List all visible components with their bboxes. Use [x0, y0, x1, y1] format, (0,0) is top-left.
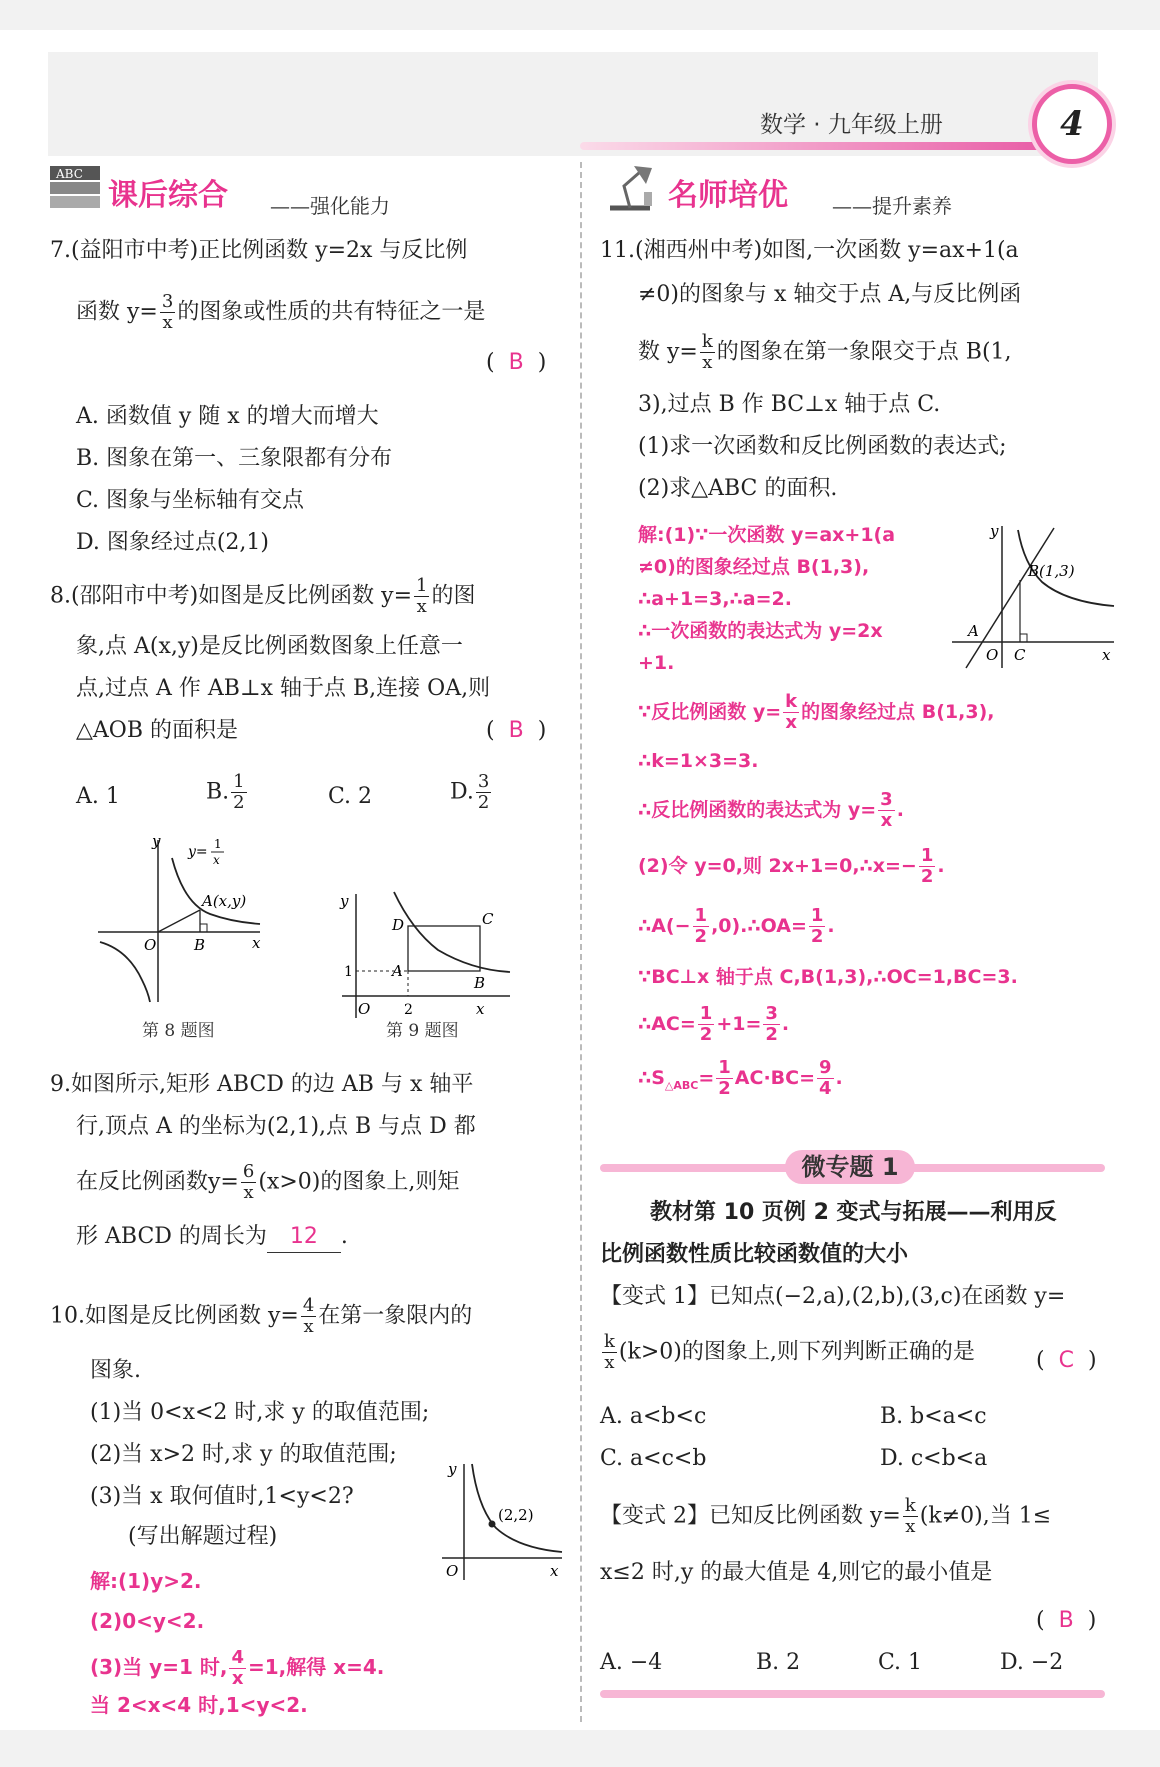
page-number: 4	[1032, 84, 1112, 164]
fig8-curve-q1	[172, 858, 260, 924]
fig9-b-label: B	[474, 974, 486, 992]
q10-frac-den: x	[303, 1316, 314, 1337]
v1-option-c: C. a<c<b	[600, 1446, 707, 1471]
q10-s3-num: 4	[231, 1647, 244, 1668]
q11-s13-c: AC·BC=	[734, 1067, 816, 1089]
q7-line2-b: 的图象或性质的共有特征之一是	[177, 299, 486, 325]
fig8-eq-den: x	[213, 853, 220, 867]
v2-frac-den: x	[905, 1516, 916, 1537]
q11-solution-11: ∵BC⊥x 轴于点 C,B(1,3),∴OC=1,BC=3.	[638, 966, 1018, 988]
q11-line1: 11.(湘西州中考)如图,一次函数 y=ax+1(a	[600, 238, 1019, 263]
q8-optd-den: 2	[477, 792, 490, 813]
micro-topic-banner	[600, 1150, 1105, 1180]
q7-line2-a: 函数 y=	[76, 299, 158, 325]
q10-line3: (1)当 0<x<2 时,求 y 的取值范围;	[90, 1400, 430, 1425]
q7-line2	[76, 292, 485, 333]
q11-s8-fraction	[878, 790, 895, 831]
fig10-y-label: y	[448, 1460, 457, 1478]
fig8-caption: 第 8 题图	[142, 1021, 215, 1041]
fig10-point	[489, 1521, 496, 1528]
q11-s13-den2: 4	[819, 1078, 832, 1099]
q11-s10-b: ,0).∴OA=	[711, 915, 807, 937]
q11-line5: (1)求一次函数和反比例函数的表达式;	[638, 434, 1007, 459]
q9-line4-end: .	[340, 1224, 348, 1249]
v2-line1	[600, 1496, 1051, 1537]
fig8-x-label: x	[252, 934, 261, 952]
q8-option-d-label: D.	[450, 779, 474, 805]
fig8-right-angle	[200, 924, 207, 932]
q11-s10-num: 1	[694, 905, 708, 926]
q8-fraction	[414, 576, 429, 617]
q11-s8-b: .	[896, 799, 904, 821]
fig9-x-label: x	[476, 1000, 485, 1018]
q9-line3-b: (x>0)的图象上,则矩	[258, 1169, 460, 1195]
q8-line2: 象,点 A(x,y)是反比例函数图象上任意一	[76, 634, 463, 659]
q11-s12-a: ∴AC=	[638, 1013, 696, 1035]
q11-s10-a: ∴A(−	[638, 915, 691, 937]
v1-line1: 【变式 1】已知点(−2,a),(2,b),(3,c)在函数 y=	[600, 1284, 1066, 1309]
q10-line1-b: 在第一象限内的	[318, 1303, 473, 1329]
fig8-a-label: A(x,y)	[202, 892, 247, 910]
q11-s10-num2: 1	[810, 905, 824, 926]
q10-line6: (写出解题过程)	[128, 1524, 278, 1549]
q11-s12-den2: 2	[765, 1024, 778, 1045]
q8-line4: △AOB 的面积是	[76, 718, 239, 743]
bottom-accent-bar	[600, 1690, 1105, 1698]
q11-s12-fraction-2	[763, 1004, 780, 1045]
q9-line3	[76, 1162, 459, 1203]
q9-line4	[76, 1222, 348, 1253]
q11-s12-num2: 3	[765, 1003, 778, 1024]
v1-answer: C	[1058, 1348, 1074, 1373]
q8-option-b-frac	[231, 772, 246, 813]
fig10-point-label: (2,2)	[498, 1506, 534, 1524]
q11-frac-num: k	[701, 331, 713, 352]
v2-option-d: D. −2	[1000, 1650, 1064, 1675]
q11-s10-den: 2	[694, 926, 708, 947]
v1-line2	[600, 1332, 975, 1373]
fig9-caption: 第 9 题图	[386, 1021, 459, 1041]
q7-option-c: C. 图象与坐标轴有交点	[76, 488, 305, 513]
q8-line1	[50, 576, 475, 617]
q8-option-c: C. 2	[328, 784, 373, 809]
q11-s13-fraction-2	[817, 1058, 834, 1099]
left-section-subtitle: ——强化能力	[270, 194, 390, 218]
q11-s13-e: .	[835, 1067, 843, 1089]
q8-option-b-label: B.	[206, 779, 230, 805]
q11-line3-b: 的图象在第一象限交于点 B(1,	[716, 339, 1012, 365]
q11-solution-2: ≠0)的图象经过点 B(1,3),	[638, 556, 870, 578]
q8-optb-num: 1	[233, 771, 245, 792]
q8-frac-den: x	[416, 596, 427, 617]
q8-option-d-frac	[476, 772, 491, 813]
fig9-y-label: y	[340, 892, 349, 910]
fig11-y-label: y	[990, 522, 999, 540]
fig8-b-label: B	[194, 936, 206, 954]
workbook-page	[0, 30, 1160, 1730]
q10-frac-num: 4	[302, 1295, 315, 1316]
v2-frac-num: k	[904, 1495, 916, 1516]
fig8-eq-num: 1	[214, 837, 222, 851]
q11-s10-den2: 2	[810, 926, 824, 947]
left-section-title: 课后综合	[108, 178, 228, 213]
q7-answer-bracket	[486, 348, 546, 378]
v1-fraction	[602, 1332, 617, 1373]
q11-s13-fraction	[716, 1058, 733, 1099]
q11-s6-fraction	[783, 692, 799, 733]
q7-frac-num: 3	[161, 291, 174, 312]
fig11-origin-label: O	[986, 646, 999, 664]
right-section-title: 名师培优	[668, 178, 788, 213]
q7-answer: B	[508, 350, 524, 375]
q11-s6-num: k	[785, 691, 798, 712]
q11-s9-num: 1	[920, 845, 934, 866]
q11-s8-den: x	[880, 810, 893, 831]
q10-s3-b: =1,解得 x=4.	[247, 1655, 385, 1679]
v1-answer-bracket	[1036, 1346, 1097, 1376]
q10-line2: 图象.	[90, 1358, 141, 1383]
q11-frac-den: x	[702, 352, 713, 373]
q8-line1-a: 8.(邵阳市中考)如图是反比例函数 y=	[50, 583, 413, 609]
fig8-curve-q3	[100, 942, 150, 1002]
q8-line3: 点,过点 A 作 AB⊥x 轴于点 B,连接 OA,则	[76, 676, 491, 701]
q10-solution-1: 解:(1)y>2.	[90, 1569, 202, 1593]
q8-option-d	[450, 772, 493, 813]
q11-s9-fraction	[919, 846, 936, 887]
figure-8	[92, 830, 272, 1010]
q11-solution-1: 解:(1)∵一次函数 y=ax+1(a	[638, 524, 896, 546]
q9-line4-text: 形 ABCD 的周长为	[76, 1224, 267, 1249]
q10-s3-den: x	[231, 1668, 244, 1689]
q7-paren-right: )	[537, 350, 547, 375]
q8-optb-den: 2	[233, 792, 245, 813]
q11-s12-num: 1	[699, 1003, 713, 1024]
q9-line1: 9.如图所示,矩形 ABCD 的边 AB 与 x 轴平	[50, 1072, 474, 1097]
fig9-c-label: C	[482, 910, 494, 928]
q11-s12-c: .	[781, 1013, 790, 1035]
q7-paren-left: (	[486, 350, 495, 375]
v2-paren-left: (	[1036, 1608, 1045, 1633]
q11-s13-num: 1	[718, 1057, 731, 1078]
fig11-c-label: C	[1014, 646, 1026, 664]
v2-option-c: C. 1	[878, 1650, 923, 1675]
q8-answer: B	[508, 718, 524, 743]
v2-line2: x≤2 时,y 的最大值是 4,则它的最小值是	[600, 1560, 993, 1585]
v2-option-a: A. −4	[600, 1650, 663, 1675]
q11-s8-a: ∴反比例函数的表达式为 y=	[638, 799, 877, 821]
q11-s13-den: 2	[718, 1078, 731, 1099]
q11-solution-7: ∴k=1×3=3.	[638, 750, 759, 772]
micro-topic-text-1: 教材第 10 页例 2 变式与拓展——利用反	[650, 1200, 1057, 1225]
q10-s3-fraction	[229, 1648, 246, 1689]
v2-fraction	[903, 1496, 918, 1537]
q9-line3-a: 在反比例函数y=	[76, 1169, 239, 1195]
v2-line1-a: 【变式 2】已知反比例函数 y=	[600, 1503, 901, 1529]
v2-option-b: B. 2	[756, 1650, 801, 1675]
q7-option-d: D. 图象经过点(2,1)	[76, 530, 269, 555]
v2-line1-b: (k≠0),当 1≤	[919, 1503, 1052, 1529]
q9-line2: 行,顶点 A 的坐标为(2,1),点 B 与点 D 都	[76, 1114, 476, 1139]
q10-line5: (3)当 x 取何值时,1<y<2?	[90, 1484, 354, 1509]
q10-fraction	[301, 1296, 316, 1337]
q11-solution-12	[638, 1004, 789, 1045]
q10-line1-a: 10.如图是反比例函数 y=	[50, 1303, 299, 1329]
micro-topic-label: 微专题 1	[785, 1150, 915, 1184]
fig10-origin-label: O	[446, 1562, 459, 1580]
q11-solution-10	[638, 906, 835, 947]
q11-line2: ≠0)的图象与 x 轴交于点 A,与反比例函	[638, 282, 1022, 307]
fig11-line	[966, 528, 1054, 668]
q11-s10-fraction	[693, 906, 710, 947]
fig9-d-label: D	[392, 916, 405, 934]
book-icon	[48, 162, 104, 214]
fig8-y-label: y	[152, 832, 161, 850]
q8-line1-b: 的图	[431, 583, 476, 609]
figure-9	[332, 890, 516, 1020]
fig8-origin-label: O	[144, 936, 157, 954]
q11-s12-fraction	[698, 1004, 715, 1045]
q11-s10-fraction-2	[809, 906, 826, 947]
q11-s9-den: 2	[920, 866, 934, 887]
q11-s9-a: (2)令 y=0,则 2x+1=0,∴x=−	[638, 855, 917, 877]
column-divider	[580, 162, 582, 1722]
fig9-tick-2: 2	[404, 1002, 413, 1018]
q11-s13-sub: △ABC	[664, 1078, 699, 1092]
q11-line3	[638, 332, 1012, 373]
fig9-a-label: A	[392, 962, 403, 980]
q11-s10-c: .	[827, 915, 835, 937]
q9-frac-num: 6	[242, 1161, 255, 1182]
q11-line4: 3),过点 B 作 BC⊥x 轴于点 C.	[638, 392, 941, 417]
q10-s3-a: (3)当 y=1 时,	[90, 1655, 228, 1679]
q8-frac-num: 1	[416, 575, 428, 596]
micro-topic-text-2: 比例函数性质比较函数值的大小	[600, 1242, 909, 1267]
book-icon-label: ABC	[56, 167, 83, 181]
q10-solution-2: (2)0<y<2.	[90, 1609, 205, 1633]
q11-solution-8	[638, 790, 904, 831]
q10-line1	[50, 1296, 472, 1337]
v1-paren-left: (	[1036, 1348, 1045, 1373]
v1-line2-text: (k>0)的图象上,则下列判断正确的是	[618, 1339, 975, 1365]
q10-solution-3	[90, 1648, 384, 1689]
v2-answer-bracket	[1036, 1606, 1096, 1636]
fig9-tick-1: 1	[344, 964, 353, 980]
q9-fraction	[241, 1162, 256, 1203]
q7-line1: 7.(益阳市中考)正比例函数 y=2x 与反比例	[50, 238, 468, 263]
q11-s6-den: x	[785, 712, 797, 733]
q11-solution-4: ∴一次函数的表达式为 y=2x	[638, 620, 883, 642]
v1-paren-right: )	[1087, 1348, 1097, 1373]
q8-paren-right: )	[537, 718, 547, 743]
v1-frac-num: k	[604, 1331, 615, 1352]
q7-fraction	[160, 292, 175, 333]
header-accent-line	[580, 142, 1050, 150]
v1-option-a: A. a<b<c	[600, 1404, 707, 1429]
v1-frac-den: x	[604, 1352, 615, 1373]
q8-answer-bracket	[486, 716, 546, 746]
fig11-b-label: B(1,3)	[1028, 562, 1075, 580]
fig11-a-label: A	[968, 622, 979, 640]
v2-paren-right: )	[1087, 1608, 1097, 1633]
q11-s6-b: 的图象经过点 B(1,3),	[801, 701, 995, 723]
q11-solution-5: +1.	[638, 652, 675, 674]
q11-s8-num: 3	[880, 789, 893, 810]
q11-s13-num2: 9	[819, 1057, 832, 1078]
fig11-x-label: x	[1102, 646, 1111, 664]
q11-fraction	[700, 332, 715, 373]
header-band	[48, 52, 1098, 156]
v1-option-d: D. c<b<a	[880, 1446, 988, 1471]
q10-solution-4: 当 2<x<4 时,1<y<2.	[90, 1693, 308, 1717]
q11-s13-a: ∴S	[638, 1067, 665, 1089]
q11-s12-b: +1=	[716, 1013, 762, 1035]
fig8-eq-label: y=	[188, 844, 208, 860]
q9-frac-den: x	[243, 1182, 254, 1203]
q8-optd-num: 3	[477, 771, 490, 792]
q11-solution-9	[638, 846, 945, 887]
q7-option-a: A. 函数值 y 随 x 的增大而增大	[76, 404, 379, 429]
q11-s12-den: 2	[699, 1024, 713, 1045]
lamp-icon	[600, 158, 660, 216]
q11-s6-a: ∵反比例函数 y=	[638, 701, 782, 723]
q11-s9-b: .	[937, 855, 945, 877]
q11-solution-6	[638, 692, 994, 733]
fig11-right-angle	[1020, 634, 1027, 642]
q8-paren-left: (	[486, 718, 495, 743]
q10-line4: (2)当 x>2 时,求 y 的取值范围;	[90, 1442, 397, 1467]
q7-frac-den: x	[162, 312, 173, 333]
q11-s13-b: =	[698, 1067, 715, 1089]
q11-solution-3: ∴a+1=3,∴a=2.	[638, 588, 792, 610]
q11-line6: (2)求△ABC 的面积.	[638, 476, 838, 501]
q7-option-b: B. 图象在第一、三象限都有分布	[76, 446, 393, 471]
right-section-subtitle: ——提升素养	[832, 194, 952, 218]
q8-option-b	[206, 772, 249, 813]
fig9-curve	[394, 892, 510, 972]
figure-11	[950, 520, 1116, 670]
figure-10	[438, 1458, 564, 1582]
q9-answer-blank: 12	[267, 1222, 341, 1253]
v1-option-b: B. b<a<c	[880, 1404, 987, 1429]
subject-label: 数学 · 九年级上册	[760, 112, 943, 138]
q8-option-a: A. 1	[76, 784, 120, 809]
v2-answer: B	[1058, 1608, 1074, 1633]
q11-solution-13	[638, 1058, 843, 1101]
fig10-x-label: x	[550, 1562, 559, 1580]
q11-line3-a: 数 y=	[638, 339, 698, 365]
fig9-origin-label: O	[358, 1000, 371, 1018]
fig8-segment-oa	[158, 910, 200, 932]
